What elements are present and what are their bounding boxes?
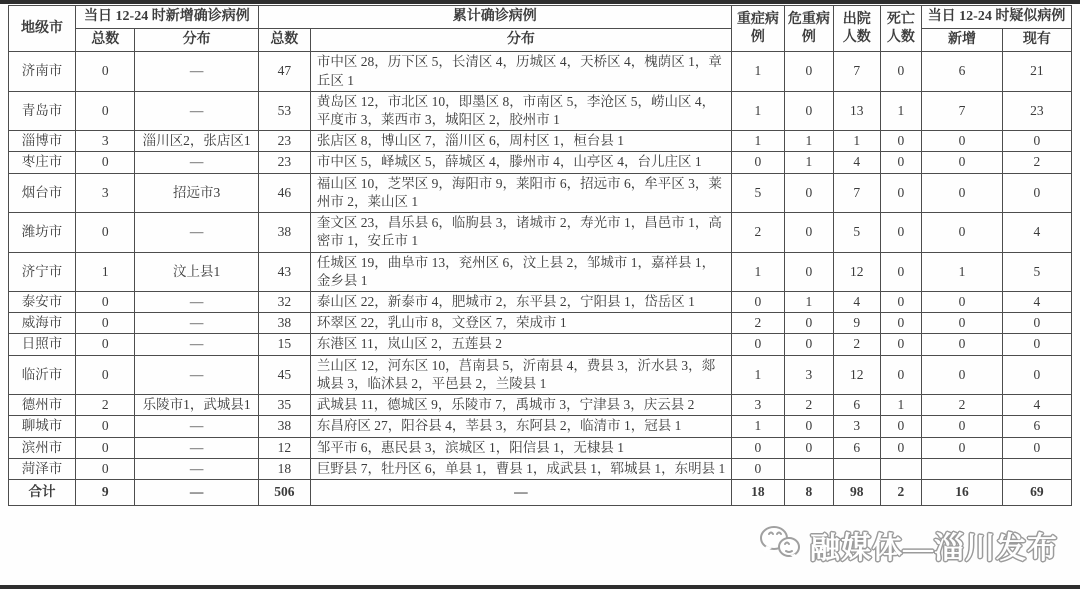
header-suspected-new: 新增 bbox=[922, 29, 1003, 52]
cell-new_dist: — bbox=[135, 458, 258, 479]
cell-severe: 0 bbox=[731, 458, 784, 479]
table-row bbox=[9, 458, 1072, 479]
cell-severe: 1 bbox=[731, 131, 784, 152]
cell-critical: 2 bbox=[784, 395, 833, 416]
cell-deaths: 1 bbox=[880, 91, 921, 130]
header-cum-total: 总数 bbox=[258, 29, 310, 52]
cell-new_dist: — bbox=[135, 479, 258, 505]
cell-susp_new: 6 bbox=[922, 52, 1003, 91]
cell-city: 青岛市 bbox=[9, 91, 76, 130]
cell-severe: 1 bbox=[731, 52, 784, 91]
cell-deaths: 0 bbox=[880, 292, 921, 313]
cell-cum_total: 47 bbox=[258, 52, 310, 91]
header-suspected-group: 当日 12-24 时疑似病例 bbox=[922, 6, 1072, 29]
cell-new_dist: — bbox=[135, 152, 258, 173]
header-new-total: 总数 bbox=[75, 29, 135, 52]
cell-susp_new: 0 bbox=[922, 313, 1003, 334]
cell-cum_total: 38 bbox=[258, 416, 310, 437]
cell-cum_dist: 武城县 11，德城区 9，乐陵市 7，禹城市 3，宁津县 3，庆云县 2 bbox=[310, 395, 731, 416]
cell-susp_new: 0 bbox=[922, 355, 1003, 394]
header-deaths: 死亡人数 bbox=[880, 6, 921, 52]
cell-susp_existing: 4 bbox=[1002, 292, 1071, 313]
cell-city: 聊城市 bbox=[9, 416, 76, 437]
cell-new_total: 3 bbox=[75, 131, 135, 152]
cell-deaths: 0 bbox=[880, 213, 921, 252]
cell-discharged bbox=[833, 458, 880, 479]
cell-discharged: 7 bbox=[833, 173, 880, 212]
cell-discharged: 12 bbox=[833, 355, 880, 394]
cell-severe: 1 bbox=[731, 355, 784, 394]
cell-susp_existing: 4 bbox=[1002, 395, 1071, 416]
cell-discharged: 6 bbox=[833, 437, 880, 458]
cell-discharged: 12 bbox=[833, 252, 880, 291]
table-row bbox=[9, 355, 1072, 394]
cell-deaths: 2 bbox=[880, 479, 921, 505]
cell-severe: 5 bbox=[731, 173, 784, 212]
header-new-distribution: 分布 bbox=[135, 29, 258, 52]
cell-new_dist: 乐陵市1，武城县1 bbox=[135, 395, 258, 416]
cell-discharged: 6 bbox=[833, 395, 880, 416]
header-cum-distribution: 分布 bbox=[310, 29, 731, 52]
cell-critical: 0 bbox=[784, 252, 833, 291]
cell-new_total: 1 bbox=[75, 252, 135, 291]
cell-cum_dist: 巨野县 7，牡丹区 6，单县 1，曹县 1，成武县 1，郓城县 1，东明县 1 bbox=[310, 458, 731, 479]
cell-susp_new: 0 bbox=[922, 292, 1003, 313]
cell-city: 威海市 bbox=[9, 313, 76, 334]
cell-cum_total: 506 bbox=[258, 479, 310, 505]
cell-cum_total: 43 bbox=[258, 252, 310, 291]
cell-cum_total: 46 bbox=[258, 173, 310, 212]
cell-new_total: 9 bbox=[75, 479, 135, 505]
cell-cum_dist: 任城区 19，曲阜市 13，兖州区 6，汶上县 2，邹城市 1，嘉祥县 1，金乡县 1 bbox=[310, 252, 731, 291]
cell-new_dist: — bbox=[135, 52, 258, 91]
cell-cum_dist: 环翠区 22，乳山市 8，文登区 7，荣成市 1 bbox=[310, 313, 731, 334]
table-row bbox=[9, 152, 1072, 173]
cell-new_total: 0 bbox=[75, 91, 135, 130]
cell-city: 滨州市 bbox=[9, 437, 76, 458]
cell-susp_existing: 21 bbox=[1002, 52, 1071, 91]
cell-city: 淄博市 bbox=[9, 131, 76, 152]
cell-cum_total: 38 bbox=[258, 313, 310, 334]
cell-critical: 1 bbox=[784, 152, 833, 173]
cell-susp_existing bbox=[1002, 458, 1071, 479]
cell-new_total: 0 bbox=[75, 355, 135, 394]
cell-cum_total: 18 bbox=[258, 458, 310, 479]
cell-susp_new: 0 bbox=[922, 173, 1003, 212]
cell-city: 德州市 bbox=[9, 395, 76, 416]
cell-susp_existing: 23 bbox=[1002, 91, 1071, 130]
cell-deaths: 0 bbox=[880, 355, 921, 394]
header-city: 地级市 bbox=[9, 6, 76, 52]
table-row bbox=[9, 334, 1072, 355]
cell-discharged: 1 bbox=[833, 131, 880, 152]
wechat-icon bbox=[756, 522, 806, 569]
cell-new_dist: — bbox=[135, 213, 258, 252]
cell-discharged: 98 bbox=[833, 479, 880, 505]
cell-cum_total: 45 bbox=[258, 355, 310, 394]
cell-severe: 18 bbox=[731, 479, 784, 505]
cell-cum_dist: 奎文区 23，昌乐县 6，临朐县 3，诸城市 2，寿光市 1，昌邑市 1，高密市 1，安丘市 1 bbox=[310, 213, 731, 252]
cell-cum_total: 32 bbox=[258, 292, 310, 313]
cell-susp_new: 7 bbox=[922, 91, 1003, 130]
cell-deaths: 0 bbox=[880, 416, 921, 437]
cell-city: 潍坊市 bbox=[9, 213, 76, 252]
cell-discharged: 9 bbox=[833, 313, 880, 334]
cell-new_total: 0 bbox=[75, 52, 135, 91]
cell-susp_existing: 4 bbox=[1002, 213, 1071, 252]
cell-susp_new: 0 bbox=[922, 416, 1003, 437]
cell-susp_existing: 0 bbox=[1002, 334, 1071, 355]
table-body bbox=[9, 52, 1072, 506]
cell-susp_new: 0 bbox=[922, 152, 1003, 173]
cell-new_dist: — bbox=[135, 91, 258, 130]
cell-new_total: 0 bbox=[75, 213, 135, 252]
cell-cum_total: 38 bbox=[258, 213, 310, 252]
cell-new_dist: — bbox=[135, 313, 258, 334]
cell-critical: 0 bbox=[784, 213, 833, 252]
cell-cum_dist: — bbox=[310, 479, 731, 505]
header-critical: 危重病例 bbox=[784, 6, 833, 52]
cell-deaths: 0 bbox=[880, 52, 921, 91]
header-cumulative-group: 累计确诊病例 bbox=[258, 6, 731, 29]
table-row bbox=[9, 292, 1072, 313]
cell-new_total: 0 bbox=[75, 292, 135, 313]
cell-critical: 3 bbox=[784, 355, 833, 394]
cell-city: 烟台市 bbox=[9, 173, 76, 212]
cell-deaths: 0 bbox=[880, 131, 921, 152]
cell-cum_dist: 市中区 5，峄城区 5，薛城区 4，滕州市 4，山亭区 4，台儿庄区 1 bbox=[310, 152, 731, 173]
watermark bbox=[756, 523, 1058, 567]
cell-city: 临沂市 bbox=[9, 355, 76, 394]
cell-susp_new: 0 bbox=[922, 213, 1003, 252]
cell-new_total: 0 bbox=[75, 334, 135, 355]
cell-critical: 8 bbox=[784, 479, 833, 505]
cell-susp_existing: 0 bbox=[1002, 173, 1071, 212]
cell-cum_dist: 福山区 10，芝罘区 9，海阳市 9，莱阳市 6，招远市 6，牟平区 3，莱州市 2，莱山区 1 bbox=[310, 173, 731, 212]
cell-deaths: 0 bbox=[880, 313, 921, 334]
cell-new_total: 0 bbox=[75, 313, 135, 334]
table-row bbox=[9, 173, 1072, 212]
cell-critical: 0 bbox=[784, 91, 833, 130]
header-severe: 重症病例 bbox=[731, 6, 784, 52]
cell-cum_dist: 张店区 8，博山区 7，淄川区 6，周村区 1，桓台县 1 bbox=[310, 131, 731, 152]
cell-severe: 2 bbox=[731, 313, 784, 334]
cell-susp_new: 2 bbox=[922, 395, 1003, 416]
cell-deaths: 1 bbox=[880, 395, 921, 416]
cell-critical: 1 bbox=[784, 131, 833, 152]
cell-cum_dist: 东港区 11，岚山区 2，五莲县 2 bbox=[310, 334, 731, 355]
cell-deaths: 0 bbox=[880, 252, 921, 291]
cell-city: 合计 bbox=[9, 479, 76, 505]
header-new-confirmed-group: 当日 12-24 时新增确诊病例 bbox=[75, 6, 258, 29]
cell-new_total: 0 bbox=[75, 152, 135, 173]
cell-cum_total: 15 bbox=[258, 334, 310, 355]
table-row bbox=[9, 395, 1072, 416]
cell-cum_total: 12 bbox=[258, 437, 310, 458]
cell-new_dist: — bbox=[135, 334, 258, 355]
table-header bbox=[9, 6, 1072, 52]
cell-susp_existing: 5 bbox=[1002, 252, 1071, 291]
cell-susp_new: 1 bbox=[922, 252, 1003, 291]
table-row bbox=[9, 437, 1072, 458]
cell-critical: 0 bbox=[784, 313, 833, 334]
cell-severe: 1 bbox=[731, 91, 784, 130]
cell-city: 泰安市 bbox=[9, 292, 76, 313]
cell-susp_existing: 0 bbox=[1002, 355, 1071, 394]
cell-deaths: 0 bbox=[880, 173, 921, 212]
cell-cum_dist: 黄岛区 12，市北区 10，即墨区 8，市南区 5，李沧区 5，崂山区 4，平度市 3，莱西市 3，城阳区 2，胶州市 1 bbox=[310, 91, 731, 130]
cell-deaths bbox=[880, 458, 921, 479]
cell-new_total: 0 bbox=[75, 458, 135, 479]
cell-susp_new: 0 bbox=[922, 437, 1003, 458]
cell-critical bbox=[784, 458, 833, 479]
cell-susp_existing: 0 bbox=[1002, 437, 1071, 458]
cell-susp_existing: 69 bbox=[1002, 479, 1071, 505]
total-row bbox=[9, 479, 1072, 505]
cell-cum_dist: 邹平市 6，惠民县 3，滨城区 1，阳信县 1，无棣县 1 bbox=[310, 437, 731, 458]
cell-critical: 0 bbox=[784, 437, 833, 458]
epidemic-table bbox=[8, 5, 1072, 506]
table-row bbox=[9, 252, 1072, 291]
cell-susp_existing: 0 bbox=[1002, 131, 1071, 152]
cell-cum_dist: 兰山区 12，河东区 10，莒南县 5，沂南县 4，费县 3，沂水县 3，郯城县 3，临沭县 2，平邑县 2，兰陵县 1 bbox=[310, 355, 731, 394]
cell-discharged: 2 bbox=[833, 334, 880, 355]
cell-cum_dist: 泰山区 22，新泰市 4，肥城市 2，东平县 2，宁阳县 1，岱岳区 1 bbox=[310, 292, 731, 313]
cell-severe: 3 bbox=[731, 395, 784, 416]
cell-cum_total: 53 bbox=[258, 91, 310, 130]
cell-susp_existing: 0 bbox=[1002, 313, 1071, 334]
cell-new_dist: 招远市3 bbox=[135, 173, 258, 212]
cell-discharged: 3 bbox=[833, 416, 880, 437]
cell-new_total: 2 bbox=[75, 395, 135, 416]
cell-new_total: 3 bbox=[75, 173, 135, 212]
table-row bbox=[9, 52, 1072, 91]
cell-critical: 0 bbox=[784, 416, 833, 437]
cell-city: 菏泽市 bbox=[9, 458, 76, 479]
cell-deaths: 0 bbox=[880, 437, 921, 458]
table-row bbox=[9, 91, 1072, 130]
cell-critical: 0 bbox=[784, 334, 833, 355]
cell-severe: 1 bbox=[731, 416, 784, 437]
header-discharged: 出院人数 bbox=[833, 6, 880, 52]
header-suspected-existing: 现有 bbox=[1002, 29, 1071, 52]
cell-cum_total: 35 bbox=[258, 395, 310, 416]
table-row bbox=[9, 313, 1072, 334]
cell-new_dist: 汶上县1 bbox=[135, 252, 258, 291]
cell-deaths: 0 bbox=[880, 334, 921, 355]
cell-severe: 0 bbox=[731, 334, 784, 355]
cell-discharged: 7 bbox=[833, 52, 880, 91]
table-row bbox=[9, 131, 1072, 152]
cell-new_total: 0 bbox=[75, 416, 135, 437]
cell-city: 济南市 bbox=[9, 52, 76, 91]
cell-new_dist: — bbox=[135, 416, 258, 437]
cell-critical: 1 bbox=[784, 292, 833, 313]
cell-city: 枣庄市 bbox=[9, 152, 76, 173]
cell-severe: 2 bbox=[731, 213, 784, 252]
table-row bbox=[9, 416, 1072, 437]
cell-deaths: 0 bbox=[880, 152, 921, 173]
cell-city: 日照市 bbox=[9, 334, 76, 355]
cell-city: 济宁市 bbox=[9, 252, 76, 291]
cell-new_dist: — bbox=[135, 292, 258, 313]
cell-cum_total: 23 bbox=[258, 152, 310, 173]
cell-new_dist: — bbox=[135, 355, 258, 394]
cell-susp_new bbox=[922, 458, 1003, 479]
cell-discharged: 4 bbox=[833, 292, 880, 313]
table-row bbox=[9, 213, 1072, 252]
cell-critical: 0 bbox=[784, 173, 833, 212]
cell-new_total: 0 bbox=[75, 437, 135, 458]
cell-new_dist: 淄川区2，张店区1 bbox=[135, 131, 258, 152]
cell-severe: 1 bbox=[731, 252, 784, 291]
cell-severe: 0 bbox=[731, 152, 784, 173]
cell-susp_existing: 6 bbox=[1002, 416, 1071, 437]
cell-critical: 0 bbox=[784, 52, 833, 91]
cell-severe: 0 bbox=[731, 437, 784, 458]
cell-cum_dist: 东昌府区 27，阳谷县 4，莘县 3，东阿县 2，临清市 1，冠县 1 bbox=[310, 416, 731, 437]
cell-cum_total: 23 bbox=[258, 131, 310, 152]
cell-discharged: 4 bbox=[833, 152, 880, 173]
watermark-text: 融媒体—淄川发布 bbox=[810, 532, 1058, 565]
cell-new_dist: — bbox=[135, 437, 258, 458]
cell-susp_new: 0 bbox=[922, 334, 1003, 355]
cell-susp_new: 16 bbox=[922, 479, 1003, 505]
cell-susp_new: 0 bbox=[922, 131, 1003, 152]
cell-severe: 0 bbox=[731, 292, 784, 313]
cell-discharged: 13 bbox=[833, 91, 880, 130]
cell-discharged: 5 bbox=[833, 213, 880, 252]
cell-susp_existing: 2 bbox=[1002, 152, 1071, 173]
cell-cum_dist: 市中区 28，历下区 5，长清区 4，历城区 4，天桥区 4，槐荫区 1，章丘区 1 bbox=[310, 52, 731, 91]
